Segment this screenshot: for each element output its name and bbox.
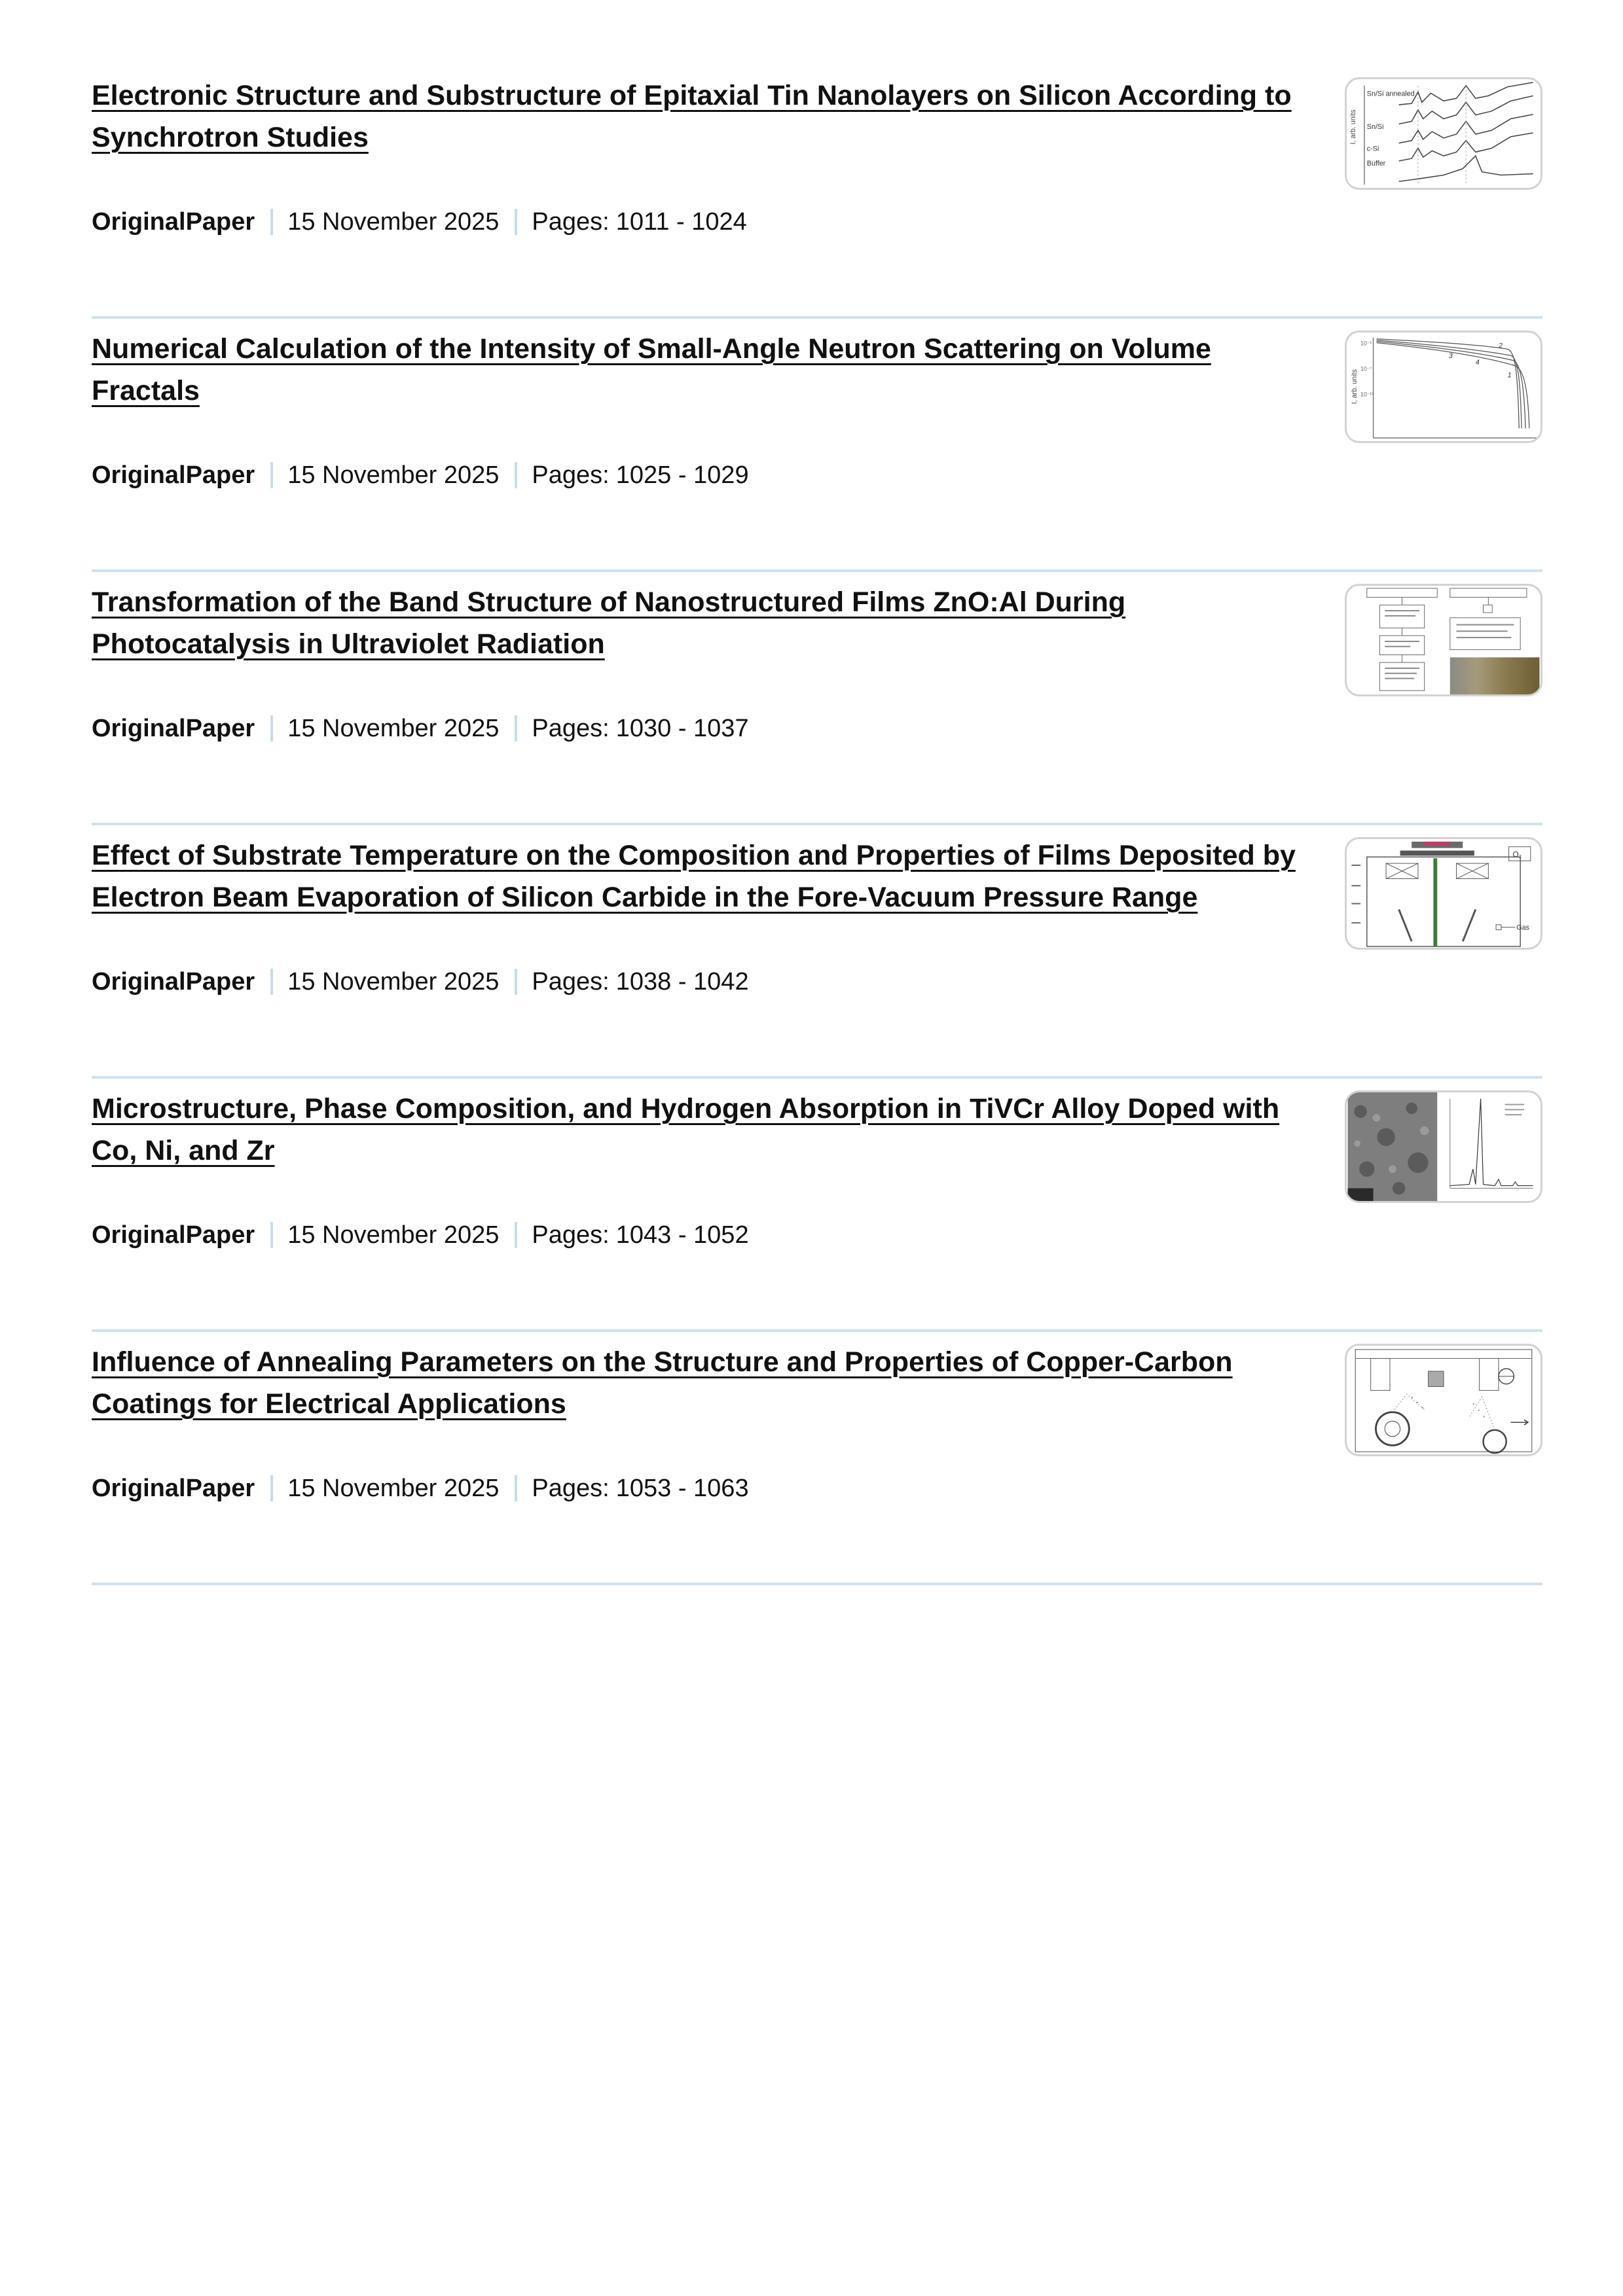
publication-date: 15 November 2025 <box>287 461 500 489</box>
article-title-link[interactable]: Electronic Structure and Substructure of Epitaxial Tin Nanolayers on Silicon According to Synchrotron Studies <box>92 80 1292 153</box>
content-type: OriginalPaper <box>92 714 255 742</box>
apparatus-diagram-image <box>1347 839 1541 948</box>
page-range: 1030 - 1037 <box>615 714 749 742</box>
article-title-link[interactable]: Influence of Annealing Parameters on the Structure and Properties of Copper-Carbon Coatings for Electrical Applications <box>92 1346 1233 1420</box>
article-meta <box>92 1219 749 1251</box>
content-type: OriginalPaper <box>92 967 255 996</box>
article-item <box>92 1332 1542 1585</box>
article-item <box>92 319 1542 572</box>
publication-date: 15 November 2025 <box>287 1221 500 1249</box>
article-title-link[interactable]: Transformation of the Band Structure of Nanostructured Films ZnO:Al During Photocatalysis in Ultraviolet Radiation <box>92 586 1126 660</box>
thumb-curve-label: Sn/Si <box>1366 123 1384 132</box>
micrograph-xrd-image <box>1347 1092 1541 1201</box>
svg-text:10⁻⁷: 10⁻⁷ <box>1360 365 1372 372</box>
spectra-plot-thumbnail[interactable] <box>1345 77 1542 190</box>
thumb-curve-label: 3 <box>1448 352 1453 361</box>
deposition-setup-thumbnail[interactable] <box>1345 1344 1542 1456</box>
micrograph-xrd-thumbnail[interactable] <box>1345 1090 1542 1203</box>
article-title-link[interactable]: Effect of Substrate Temperature on the Composition and Properties of Films Deposited by Electron Beam Evaporation of Silicon Carbide in the Fore-Vacuum Pressure Range <box>92 840 1296 913</box>
publication-date: 15 November 2025 <box>287 967 500 996</box>
article-title <box>92 834 1296 918</box>
flowchart-thumbnail[interactable] <box>1345 584 1542 696</box>
thumb-curve-label: Sn/Si annealed <box>1366 90 1415 98</box>
publication-date: 15 November 2025 <box>287 207 500 236</box>
thumb-curve-label: 1 <box>1507 371 1512 380</box>
meta-divider <box>515 715 517 742</box>
article-item <box>92 65 1542 319</box>
scattering-curve-thumbnail[interactable] <box>1345 331 1542 443</box>
scattering-curve-image <box>1347 332 1541 441</box>
pages-label: Pages: <box>532 461 610 489</box>
article-title <box>92 581 1296 665</box>
thumb-axis-label: I, arb. units <box>1349 109 1358 145</box>
article-title-link[interactable]: Microstructure, Phase Composition, and Hydrogen Absorption in TiVCr Alloy Doped with Co, Ni, and Zr <box>92 1093 1280 1166</box>
publication-date: 15 November 2025 <box>287 1474 500 1502</box>
article-title <box>92 1088 1296 1172</box>
apparatus-diagram-thumbnail[interactable] <box>1345 837 1542 950</box>
article-meta <box>92 965 749 998</box>
page-range: 1025 - 1029 <box>615 461 749 489</box>
page-range: 1053 - 1063 <box>615 1474 749 1502</box>
article-title-link[interactable]: Numerical Calculation of the Intensity of Small-Angle Neutron Scattering on Volume Fractals <box>92 333 1211 406</box>
svg-text:10⁻¹: 10⁻¹ <box>1360 340 1372 347</box>
page-range: 1011 - 1024 <box>615 207 747 236</box>
article-meta <box>92 712 749 745</box>
article-list <box>92 65 1542 1585</box>
page-range: 1038 - 1042 <box>615 967 749 996</box>
meta-divider <box>270 1222 273 1248</box>
article-item <box>92 572 1542 825</box>
thumb-curve-label: 2 <box>1498 342 1503 350</box>
article-title <box>92 328 1296 412</box>
pages-label: Pages: <box>532 1474 610 1502</box>
page-range: 1043 - 1052 <box>615 1221 749 1249</box>
meta-divider <box>515 462 517 488</box>
pages-label: Pages: <box>532 714 610 742</box>
meta-divider <box>515 209 517 235</box>
content-type: OriginalPaper <box>92 207 255 236</box>
article-meta <box>92 459 749 492</box>
meta-divider <box>270 969 273 995</box>
pages-label: Pages: <box>532 207 610 236</box>
meta-divider <box>515 1222 517 1248</box>
meta-divider <box>515 1475 517 1501</box>
content-type: OriginalPaper <box>92 1221 255 1249</box>
article-item <box>92 1079 1542 1332</box>
publication-date: 15 November 2025 <box>287 714 500 742</box>
article-title <box>92 1341 1296 1425</box>
deposition-setup-image <box>1347 1346 1541 1454</box>
article-item <box>92 825 1542 1079</box>
article-meta <box>92 1472 749 1505</box>
thumb-curve-label: Buffer <box>1366 159 1386 168</box>
svg-text:10⁻¹³: 10⁻¹³ <box>1360 391 1374 398</box>
article-title <box>92 75 1296 158</box>
meta-divider <box>270 462 273 488</box>
content-type: OriginalPaper <box>92 461 255 489</box>
meta-divider <box>270 209 273 235</box>
flowchart-image <box>1347 586 1541 694</box>
thumb-curve-label: 4 <box>1475 358 1480 367</box>
meta-divider <box>515 969 517 995</box>
content-type: OriginalPaper <box>92 1474 255 1502</box>
meta-divider <box>270 1475 273 1501</box>
spectra-plot-image <box>1347 79 1541 188</box>
thumb-axis-label: I, arb. units <box>1351 369 1359 404</box>
article-meta <box>92 206 747 238</box>
thumb-label: Gas <box>1516 924 1530 932</box>
thumb-curve-label: c-Si <box>1366 145 1379 153</box>
pages-label: Pages: <box>532 1221 610 1249</box>
pages-label: Pages: <box>532 967 610 996</box>
meta-divider <box>270 715 273 742</box>
thumb-label: O₂ <box>1512 850 1522 859</box>
